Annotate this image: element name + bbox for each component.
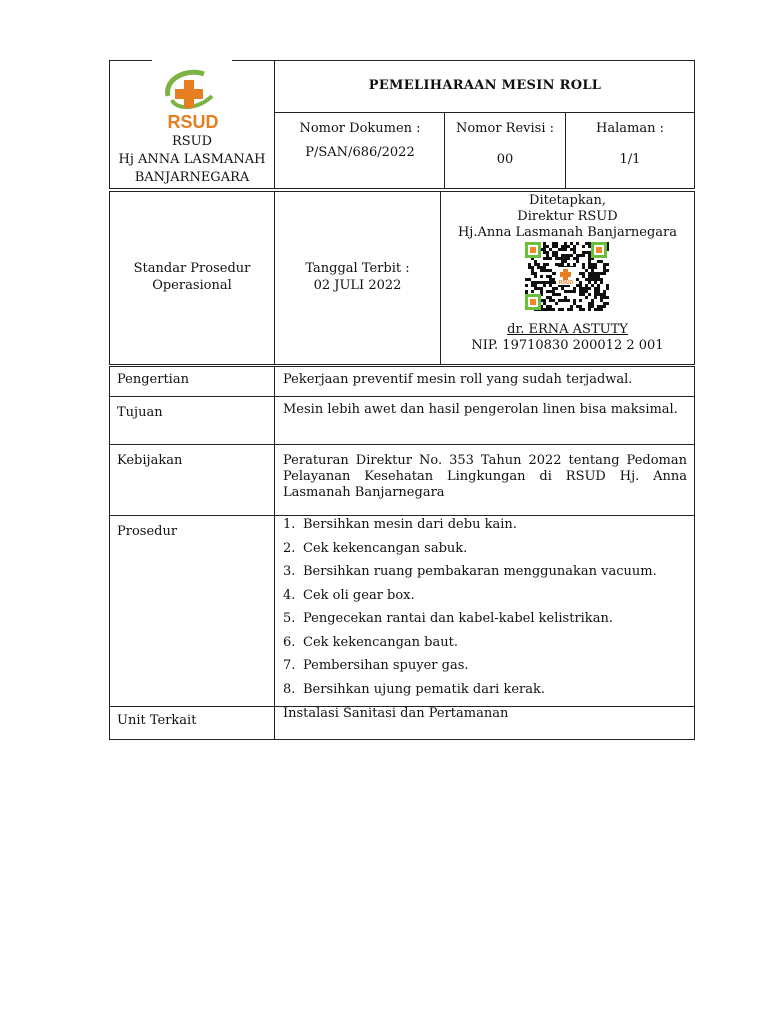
prosedur-step <box>283 681 687 705</box>
kebijakan-label: Kebijakan <box>117 453 183 468</box>
ditetapkan-line: Hj.Anna Lasmanah Banjarnegara <box>457 225 678 240</box>
hospital-line: BANJARNEGARA <box>134 170 250 185</box>
prosedur-step <box>283 657 687 681</box>
step-text: Bersihkan mesin dari debu kain. <box>303 517 517 532</box>
nomor-dokumen-label: Nomor Dokumen : <box>299 121 421 136</box>
signer-block <box>441 322 694 354</box>
step-text: Bersihkan ujung pematik dari kerak. <box>303 681 546 697</box>
step-number: 7. <box>283 658 296 673</box>
prosedur-step <box>283 634 687 658</box>
step-text: Cek oli gear box. <box>303 587 415 603</box>
nomor-revisi-label: Nomor Revisi : <box>455 121 555 136</box>
unit-terkait-label: Unit Terkait <box>117 713 197 728</box>
kebijakan-text: Peraturan Direktur No. 353 Tahun 2022 tentang Pedoman Pelayanan Kesehatan Lingkungan di RSUD Hj. Anna Lasmanah Banjarnegara <box>283 453 687 500</box>
logo-text: RSUD <box>167 112 219 130</box>
qr-code-signature <box>523 240 609 312</box>
step-text: Cek kekencangan sabuk. <box>303 540 468 556</box>
rsud-logo <box>158 66 228 130</box>
step-number: 5. <box>283 611 296 626</box>
spo-line: Operasional <box>152 278 232 293</box>
tanggal-terbit <box>275 260 440 294</box>
prosedur-step <box>283 563 687 587</box>
tujuan-text: Mesin lebih awet dan hasil pengerolan linen bisa maksimal. <box>283 402 678 417</box>
signer-name: dr. ERNA ASTUTY <box>507 322 628 337</box>
ditetapkan-line: Direktur RSUD <box>517 209 618 224</box>
prosedur-step <box>283 587 687 611</box>
tujuan-label: Tujuan <box>117 405 163 420</box>
nomor-revisi-value: 00 <box>496 152 514 167</box>
step-number: 2. <box>283 540 296 556</box>
nomor-dokumen-value: P/SAN/686/2022 <box>305 145 415 160</box>
spo-line: Standar Prosedur <box>133 261 251 276</box>
spo-label <box>110 260 274 294</box>
hospital-line: Hj ANNA LASMANAH <box>118 152 266 167</box>
tanggal-label: Tanggal Terbit : <box>305 261 410 276</box>
step-number: 1. <box>283 517 296 532</box>
ditetapkan-block <box>441 193 694 241</box>
step-text: Pengecekan rantai dan kabel-kabel kelistrikan. <box>303 611 613 626</box>
prosedur-list <box>283 516 687 704</box>
step-number: 3. <box>283 564 296 579</box>
step-text: Pembersihan spuyer gas. <box>303 658 469 673</box>
prosedur-step <box>283 610 687 634</box>
unit-terkait-text: Instalasi Sanitasi dan Pertamanan <box>283 706 509 721</box>
step-number: 4. <box>283 587 296 603</box>
tanggal-value: 02 JULI 2022 <box>313 278 402 293</box>
hospital-name <box>110 133 274 187</box>
step-text: Cek kekencangan baut. <box>303 634 458 650</box>
halaman-label: Halaman : <box>596 121 664 136</box>
prosedur-label: Prosedur <box>117 524 178 539</box>
step-number: 8. <box>283 681 296 697</box>
qr-logo-text: RSUD <box>558 280 574 286</box>
prosedur-step <box>283 540 687 564</box>
hospital-line: RSUD <box>171 134 213 149</box>
document-title: PEMELIHARAAN MESIN ROLL <box>368 78 602 93</box>
step-number: 6. <box>283 634 296 650</box>
ditetapkan-line: Ditetapkan, <box>529 193 606 208</box>
halaman-value: 1/1 <box>619 152 641 167</box>
pengertian-text: Pekerjaan preventif mesin roll yang sudah terjadwal. <box>283 372 633 387</box>
step-text: Bersihkan ruang pembakaran menggunakan vacuum. <box>303 564 657 579</box>
prosedur-step <box>283 516 687 540</box>
signer-nip: NIP. 19710830 200012 2 001 <box>471 338 664 353</box>
pengertian-label: Pengertian <box>117 372 189 387</box>
